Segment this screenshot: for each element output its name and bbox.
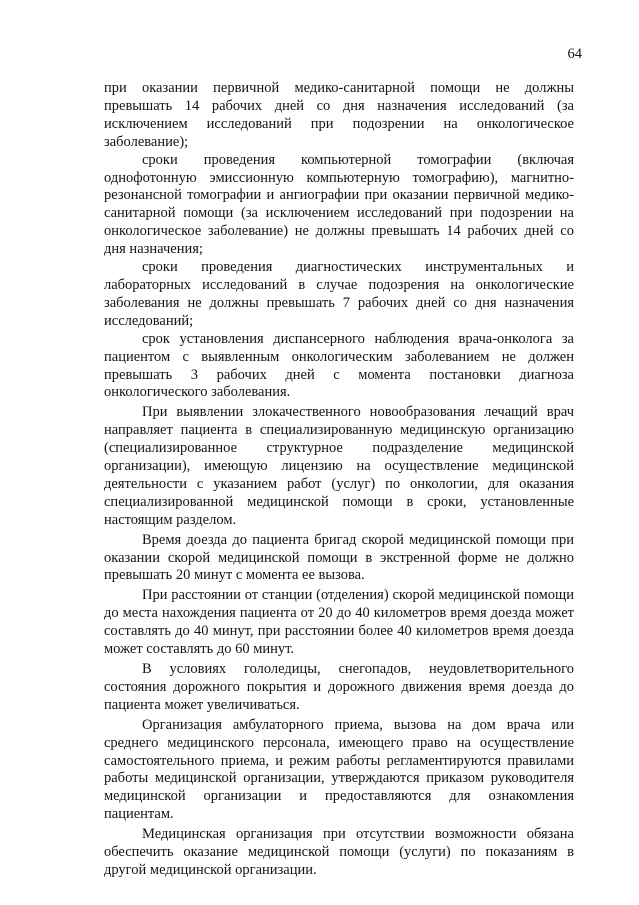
document-body [104, 80, 574, 880]
page-number: 64 [567, 46, 582, 62]
paragraph-ambulance-time: Время доезда до пациента бригад скорой медицинской помощи при оказании скорой медицинской помощи в экстренной форме не должно превышать 20 минут с момента ее вызова. [104, 531, 574, 584]
paragraph-alternative-care: Медицинская организация при отсутствии возможности обязана обеспечить оказание медицинской помощи (услуги) по показаниям в другой медицинской организации. [104, 826, 574, 878]
paragraph-outpatient-organization: Организация амбулаторного приема, вызова на дом врача или среднего медицинского персонала, имеющего право на осуществление самостоятельного приема, и режим работы регламентируются правилами работы медицинской организации, утверждаются приказом руководителя медицинской организации и предоставляются для ознакомления пациентам. [104, 716, 574, 823]
paragraph-ambulance-distance: При расстоянии от станции (отделения) скорой медицинской помощи до места нахождения пациента от 20 до 40 километров время доезда может составлять до 40 минут, при расстоянии более 40 километров время доезда может составлять до 60 минут. [104, 587, 574, 658]
paragraph-diagnostic-terms: сроки проведения диагностических инструментальных и лабораторных исследований в случае подозрения на онкологические заболевания не должны превышать 7 рабочих дней со дня назначения исследований; [104, 259, 574, 329]
paragraph-oncologist-observation: срок установления диспансерного наблюдения врача-онколога за пациентом с выявленным онкологическим заболеванием не должен превышать 3 рабочих дней с момента постановки диагноза онкологического заболевания. [104, 330, 574, 401]
paragraph-malignancy-referral: При выявлении злокачественного новообразования лечащий врач направляет пациента в специализированную медицинскую организацию (специализированное структурное подразделение медицинской организации), имеющую лицензию на осуществление медицинской деятельности с указанием работ (услуг) по онкологии, для оказания специализированной медицинской помощи в сроки, установленные настоящим разделом. [104, 404, 574, 528]
paragraph-weather-conditions: В условиях гололедицы, снегопадов, неудовлетворительного состояния дорожного покрытия и дорожного движения время доезда до пациента может увеличиваться. [104, 661, 574, 713]
paragraph-ct-mri-terms: сроки проведения компьютерной томографии (включая однофотонную эмиссионную компьютерную томографию), магнитно-резонансной томографии и ангиографии при оказании первичной медико-санитарной помощи (за исключением исследований при подозрении на онкологическое заболевание) не должны превышать 14 рабочих дней со дня назначения; [104, 151, 574, 258]
paragraph-primary-care-terms: при оказании первичной медико-санитарной помощи не должны превышать 14 рабочих дней со дня назначения исследований (за исключением исследований при подозрении на онкологическое заболевание); [104, 80, 574, 150]
